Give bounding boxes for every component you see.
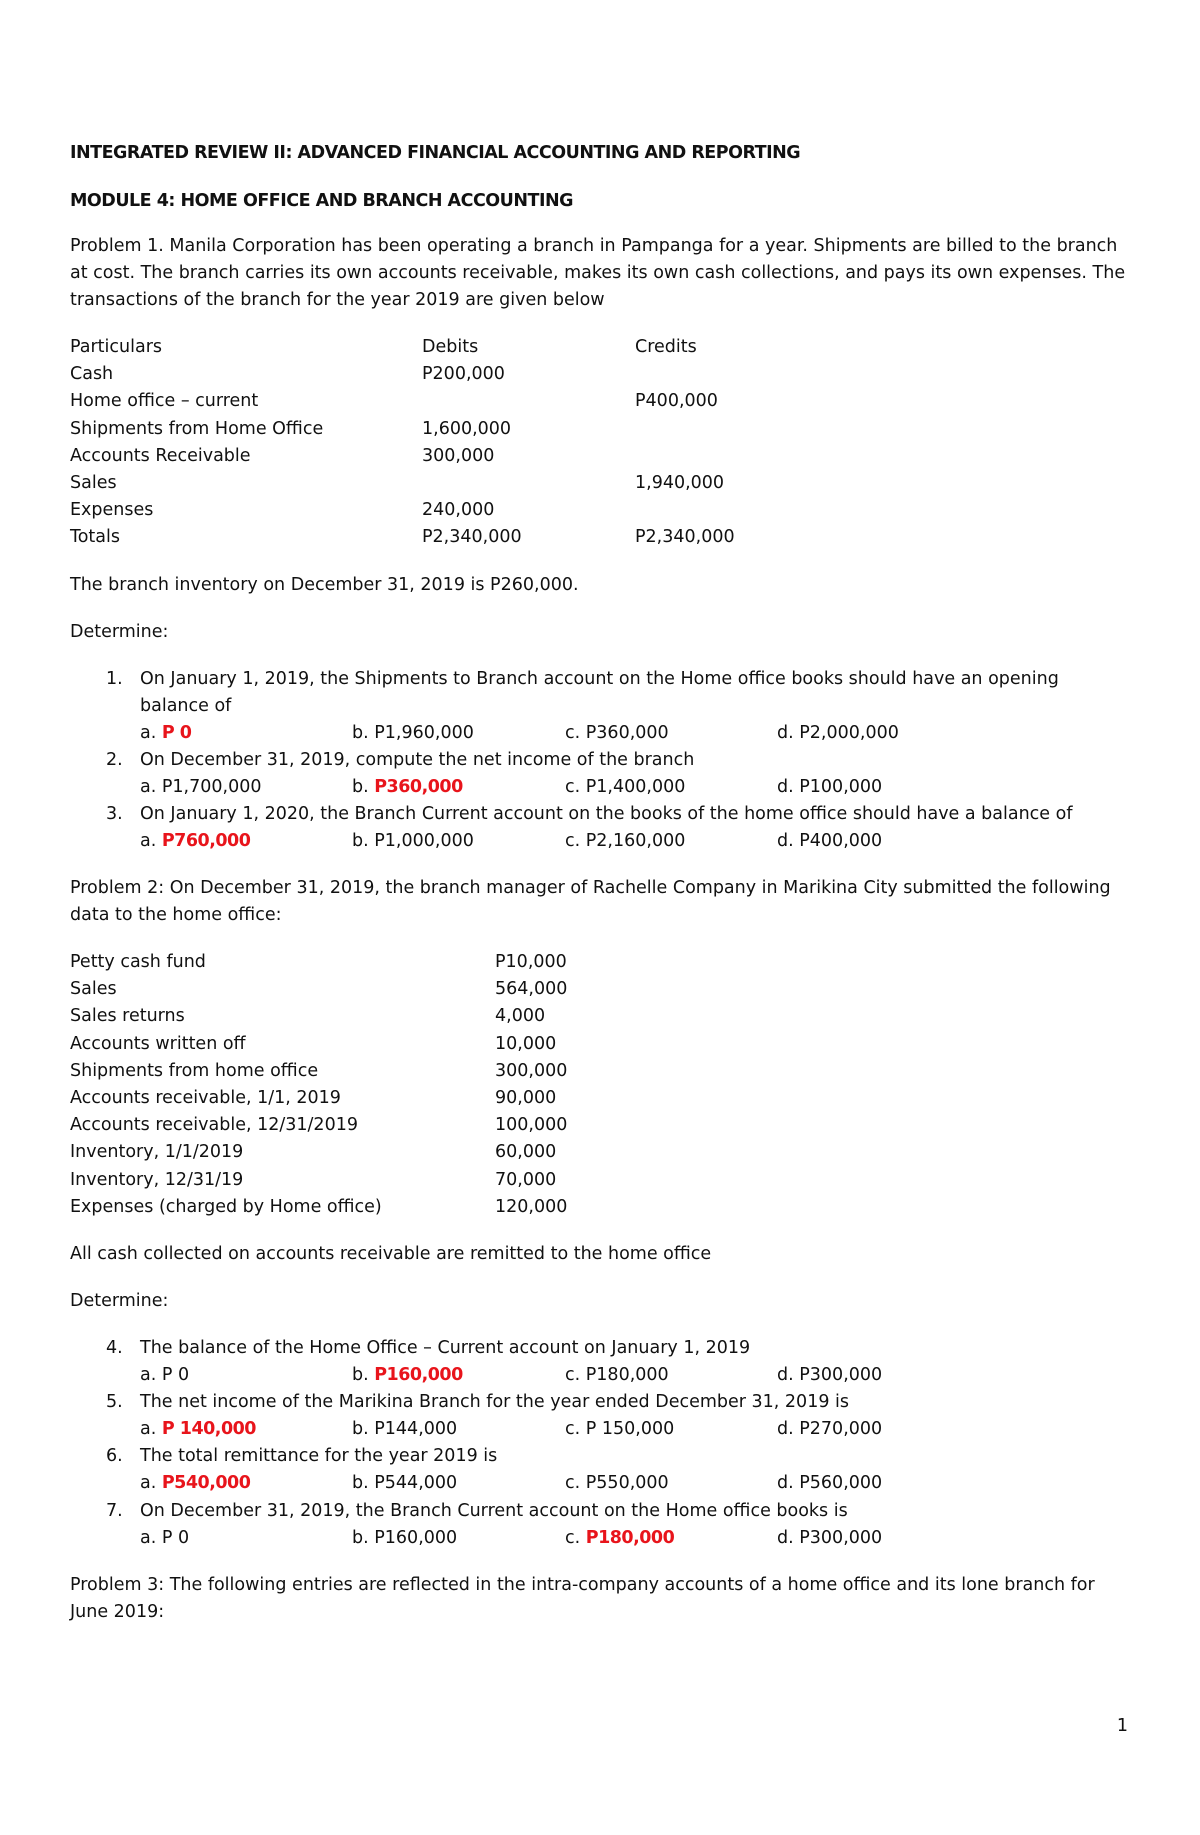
answer-options [70, 828, 1130, 855]
option-prefix: c. [565, 1364, 586, 1385]
table-row [70, 1139, 1130, 1166]
option-d [777, 1525, 882, 1552]
table-row [70, 1031, 1130, 1058]
problem-1-intro: Problem 1. Manila Corporation has been operating a branch in Pampanga for a year. Shipments are billed to the branch at cost. The branch carries its own accounts receivable, makes its own cash collections, and pays its own expenses. The transactions of the branch for the year 2019 are given below [70, 236, 1126, 310]
option-c [565, 774, 685, 801]
option-a [140, 1525, 189, 1552]
answer-options [70, 1416, 1130, 1443]
option-value: P1,700,000 [161, 776, 262, 797]
table-row [70, 1194, 1130, 1221]
row-debit: P200,000 [422, 364, 505, 385]
question-4 [70, 1335, 1130, 1362]
row-value: P10,000 [495, 952, 567, 973]
answer-options [70, 1525, 1130, 1552]
cash-note: All cash collected on accounts receivable are remitted to the home office [70, 1243, 712, 1264]
problem-1-table [70, 334, 1130, 552]
correct-answer: P180,000 [585, 1527, 675, 1548]
row-debit: Debits [422, 337, 479, 357]
option-value: P 150,000 [585, 1419, 675, 1440]
row-value: 90,000 [495, 1088, 557, 1108]
correct-answer: P160,000 [374, 1364, 463, 1385]
determine-label-2: Determine: [70, 1290, 169, 1311]
option-value: P 0 [161, 1364, 190, 1385]
table-row [70, 1058, 1130, 1085]
correct-answer: P 140,000 [161, 1419, 256, 1440]
option-value: P1,960,000 [374, 722, 474, 743]
option-value: P544,000 [374, 1473, 458, 1494]
question-6 [70, 1443, 1130, 1470]
row-value: 120,000 [495, 1196, 568, 1217]
option-value: P1,400,000 [585, 776, 686, 797]
option-a [140, 720, 191, 747]
option-b [352, 1416, 457, 1443]
row-value: 70,000 [495, 1169, 557, 1190]
question-number: 5. [106, 1392, 123, 1413]
row-debit: P2,340,000 [422, 527, 522, 548]
row-value: 4,000 [495, 1006, 546, 1027]
table-row [70, 976, 1130, 1003]
question-number: 4. [106, 1337, 123, 1358]
option-b [352, 720, 474, 747]
option-c [565, 1525, 674, 1552]
question-2 [70, 747, 1130, 774]
row-debit: 240,000 [422, 500, 495, 521]
option-d [777, 774, 882, 801]
option-value: P360,000 [585, 722, 669, 743]
question-text: The balance of the Home Office – Current account on January 1, 2019 [140, 1337, 751, 1358]
option-b [352, 1362, 463, 1389]
row-label: Expenses (charged by Home office) [70, 1196, 382, 1217]
row-label: Accounts receivable, 1/1, 2019 [70, 1088, 341, 1108]
question-number: 2. [106, 749, 123, 770]
question-text: The total remittance for the year 2019 is [140, 1446, 498, 1467]
problem-3-intro: Problem 3: The following entries are reflected in the intra-company accounts of a home office and its lone branch for June 2019: [70, 1574, 1095, 1622]
answer-options [70, 1362, 1130, 1389]
row-value: 100,000 [495, 1115, 568, 1136]
row-label: Sales returns [70, 1006, 185, 1027]
table-row [70, 949, 1130, 976]
option-prefix: d. [777, 830, 800, 851]
option-value: P144,000 [374, 1419, 458, 1440]
option-a [140, 1470, 250, 1497]
option-prefix: c. [565, 1473, 586, 1494]
correct-answer: P540,000 [161, 1473, 251, 1494]
option-value: P270,000 [799, 1419, 883, 1440]
question-text: On December 31, 2019, compute the net income of the branch [140, 749, 695, 770]
option-prefix: c. [565, 776, 586, 797]
document-body [70, 140, 1130, 1646]
option-prefix: a. [140, 776, 162, 797]
row-value: 564,000 [495, 979, 568, 1000]
option-value: P 0 [161, 1527, 190, 1548]
option-prefix: b. [352, 1473, 375, 1494]
option-prefix: c. [565, 830, 586, 851]
option-prefix: d. [777, 1473, 800, 1494]
inventory-note: The branch inventory on December 31, 2019 is P260,000. [70, 574, 579, 595]
option-value: P1,000,000 [374, 830, 474, 851]
question-number: 6. [106, 1446, 123, 1467]
row-label: Home office – current [70, 391, 259, 412]
option-prefix: c. [565, 1419, 586, 1440]
option-c [565, 720, 669, 747]
question-text: The net income of the Marikina Branch for the year ended December 31, 2019 is [140, 1392, 850, 1413]
option-prefix: a. [140, 1419, 162, 1440]
option-prefix: c. [565, 722, 586, 743]
answer-options [70, 1470, 1130, 1497]
option-b [352, 828, 474, 855]
row-value: 60,000 [495, 1142, 557, 1163]
option-d [777, 1362, 882, 1389]
answer-options [70, 720, 1130, 747]
option-value: P550,000 [585, 1473, 669, 1494]
option-prefix: a. [140, 1527, 162, 1548]
answer-options [70, 774, 1130, 801]
row-label: Particulars [70, 337, 163, 357]
question-5 [70, 1389, 1130, 1416]
option-b [352, 1470, 457, 1497]
question-7 [70, 1498, 1130, 1525]
option-prefix: d. [777, 1527, 800, 1548]
row-debit: 300,000 [422, 445, 495, 466]
option-a [140, 828, 250, 855]
module-title: MODULE 4: HOME OFFICE AND BRANCH ACCOUNTING [70, 191, 573, 211]
table-row [70, 1167, 1130, 1194]
question-text: On December 31, 2019, the Branch Current account on the Home office books is [140, 1500, 848, 1521]
question-text: On January 1, 2019, the Shipments to Branch account on the Home office books should have an opening balance of [140, 668, 1059, 716]
option-c [565, 1416, 674, 1443]
row-debit: 1,600,000 [422, 418, 512, 439]
problem-1-questions [70, 666, 1130, 856]
option-c [565, 1362, 669, 1389]
page-number: 1 [1116, 1716, 1128, 1736]
correct-answer: P360,000 [374, 776, 463, 797]
table-row [70, 1112, 1130, 1139]
document-title: INTEGRATED REVIEW II: ADVANCED FINANCIAL ACCOUNTING AND REPORTING [70, 143, 801, 163]
table-row [70, 1085, 1130, 1112]
question-text: On January 1, 2020, the Branch Current account on the books of the home office should have a balance of [140, 803, 1073, 824]
option-c [565, 828, 685, 855]
option-d [777, 1416, 882, 1443]
option-prefix: a. [140, 1473, 162, 1494]
row-credit: P400,000 [635, 391, 718, 412]
option-a [140, 1362, 189, 1389]
option-prefix: c. [565, 1527, 586, 1548]
option-prefix: a. [140, 722, 162, 743]
problem-2-intro: Problem 2: On December 31, 2019, the branch manager of Rachelle Company in Marikina City submitted the following data to the home office: [70, 878, 1111, 926]
option-a [140, 774, 261, 801]
question-number: 3. [106, 803, 123, 824]
option-prefix: b. [352, 1364, 375, 1385]
option-d [777, 720, 899, 747]
option-prefix: b. [352, 1527, 375, 1548]
row-credit: 1,940,000 [635, 472, 725, 493]
correct-answer: P 0 [161, 722, 192, 743]
option-prefix: b. [352, 1419, 375, 1440]
option-prefix: b. [352, 722, 375, 743]
option-value: P300,000 [799, 1364, 883, 1385]
row-label: Petty cash fund [70, 952, 206, 973]
option-a [140, 1416, 256, 1443]
row-credit: P2,340,000 [635, 527, 735, 548]
row-label: Shipments from Home Office [70, 418, 324, 439]
option-value: P160,000 [374, 1527, 458, 1548]
question-number: 7. [106, 1500, 123, 1521]
option-value: P2,160,000 [585, 830, 686, 851]
row-value: 300,000 [495, 1060, 568, 1081]
row-label: Accounts receivable, 12/31/2019 [70, 1115, 358, 1136]
table-row [70, 361, 1130, 388]
table-row [70, 416, 1130, 443]
table-row [70, 388, 1130, 415]
option-prefix: d. [777, 1419, 800, 1440]
option-value: P100,000 [799, 776, 883, 797]
option-value: P300,000 [799, 1527, 883, 1548]
row-label: Inventory, 12/31/19 [70, 1169, 244, 1190]
row-label: Shipments from home office [70, 1060, 319, 1081]
table-row [70, 470, 1130, 497]
option-value: P180,000 [585, 1364, 669, 1385]
row-label: Cash [70, 364, 114, 385]
table-row [70, 497, 1130, 524]
row-label: Sales [70, 472, 117, 493]
row-credit: Credits [635, 337, 697, 357]
table-row [70, 1003, 1130, 1030]
question-number: 1. [106, 668, 123, 689]
question-3 [70, 801, 1130, 828]
option-d [777, 1470, 882, 1497]
question-1 [70, 666, 1130, 720]
option-value: P2,000,000 [799, 722, 899, 743]
row-label: Inventory, 1/1/2019 [70, 1142, 244, 1163]
problem-2-questions [70, 1335, 1130, 1552]
correct-answer: P760,000 [161, 830, 251, 851]
row-label: Accounts written off [70, 1033, 246, 1054]
option-prefix: d. [777, 1364, 800, 1385]
row-label: Expenses [70, 500, 154, 521]
option-b [352, 774, 463, 801]
option-prefix: d. [777, 722, 800, 743]
row-value: 10,000 [495, 1033, 557, 1054]
option-value: P400,000 [799, 830, 883, 851]
option-value: P560,000 [799, 1473, 883, 1494]
option-prefix: b. [352, 776, 375, 797]
table-header-row [70, 334, 1130, 361]
option-c [565, 1470, 669, 1497]
option-prefix: a. [140, 830, 162, 851]
determine-label-1: Determine: [70, 621, 169, 642]
option-b [352, 1525, 457, 1552]
row-label: Accounts Receivable [70, 445, 251, 466]
table-row [70, 524, 1130, 551]
option-prefix: a. [140, 1364, 162, 1385]
table-row [70, 443, 1130, 470]
row-label: Sales [70, 979, 117, 1000]
problem-2-table [70, 949, 1130, 1221]
option-prefix: d. [777, 776, 800, 797]
option-d [777, 828, 882, 855]
option-prefix: b. [352, 830, 375, 851]
row-label: Totals [70, 527, 120, 548]
